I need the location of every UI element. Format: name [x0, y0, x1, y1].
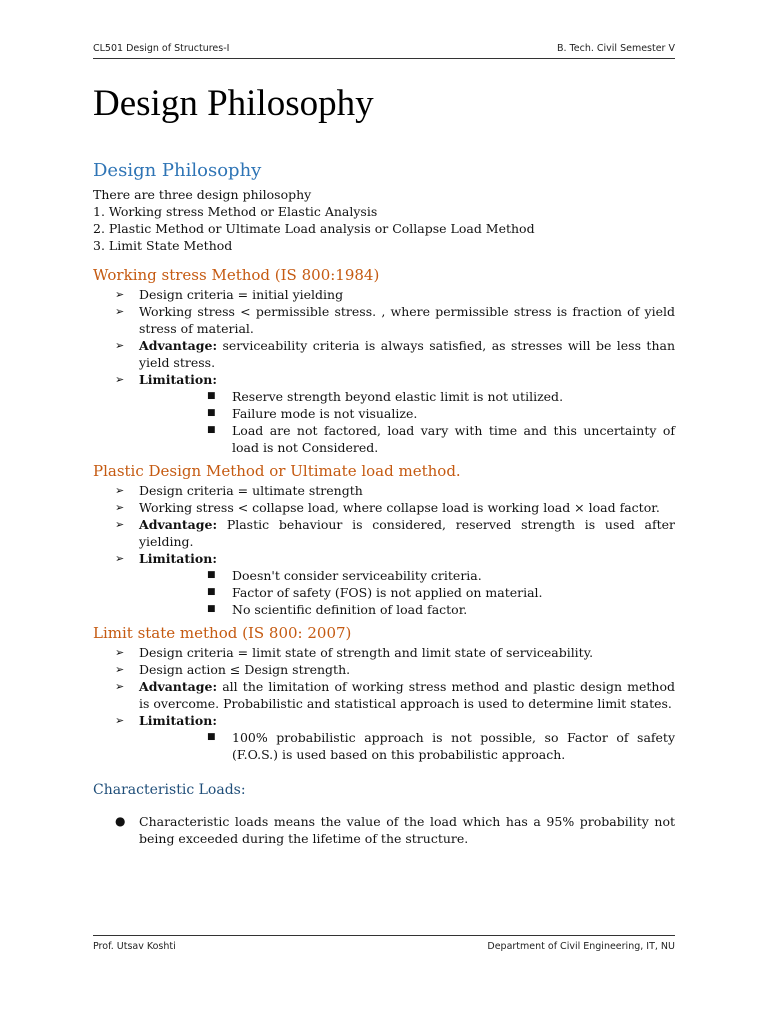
arrow-bullet-icon: ➢	[115, 484, 125, 497]
list-item: ■ Reserve strength beyond elastic limit is not utilized.	[207, 389, 564, 404]
list-item: ➢ Working stress < permissible stress. , where permissible stress is fraction of yield stress of material.	[115, 304, 675, 336]
lsm-limitations	[93, 729, 675, 763]
page-title: Design Philosophy	[93, 83, 374, 124]
arrow-bullet-icon: ➢	[115, 646, 125, 659]
intro-line: 2. Plastic Method or Ultimate Load analysis or Collapse Load Method	[93, 221, 535, 236]
header-divider	[93, 58, 675, 59]
pdm-list	[93, 482, 675, 567]
list-item: ➢ Design action ≤ Design strength.	[115, 662, 351, 677]
wsm-limitations	[93, 388, 675, 456]
list-item: ➢ Design criteria = ultimate strength	[115, 483, 363, 498]
list-item: ■ No scientific definition of load factor.	[207, 602, 468, 617]
course-label: CL501 Design of Structures-I	[93, 43, 230, 54]
arrow-bullet-icon: ➢	[115, 339, 125, 352]
arrow-bullet-icon: ➢	[115, 373, 125, 386]
arrow-bullet-icon: ➢	[115, 305, 125, 318]
semester-label: B. Tech. Civil Semester V	[557, 43, 675, 54]
loads-list	[93, 813, 675, 847]
pdm-limitations	[93, 567, 675, 618]
footer-divider	[93, 935, 675, 936]
list-item: ➢ Design criteria = limit state of strength and limit state of serviceability.	[115, 645, 594, 660]
list-item: ➢ Limitation:	[115, 713, 217, 728]
list-item: ■ Failure mode is not visualize.	[207, 406, 418, 421]
lsm-list	[93, 644, 675, 729]
intro-line: 1. Working stress Method or Elastic Analysis	[93, 204, 378, 219]
pdm-heading: Plastic Design Method or Ultimate load method.	[93, 462, 461, 480]
list-item: ➢ Working stress < collapse load, where collapse load is working load × load factor.	[115, 500, 660, 515]
square-bullet-icon: ■	[207, 425, 216, 435]
lsm-heading: Limit state method (IS 800: 2007)	[93, 624, 352, 642]
author-label: Prof. Utsav Koshti	[93, 941, 176, 952]
department-label: Department of Civil Engineering, IT, NU	[487, 941, 675, 952]
list-item: ■ Load are not factored, load vary with time and this uncertainty of load is not Considered.	[207, 423, 675, 455]
arrow-bullet-icon: ➢	[115, 501, 125, 514]
square-bullet-icon: ■	[207, 408, 216, 418]
intro-line: 3. Limit State Method	[93, 238, 233, 253]
dot-bullet-icon: ●	[115, 814, 126, 828]
arrow-bullet-icon: ➢	[115, 663, 125, 676]
intro-line: There are three design philosophy	[93, 187, 312, 202]
arrow-bullet-icon: ➢	[115, 714, 125, 727]
square-bullet-icon: ■	[207, 604, 216, 614]
list-item: ➢ Limitation:	[115, 372, 217, 387]
wsm-heading: Working stress Method (IS 800:1984)	[93, 266, 380, 284]
square-bullet-icon: ■	[207, 587, 216, 597]
square-bullet-icon: ■	[207, 570, 216, 580]
list-item: ➢ Advantage: serviceability criteria is always satisfied, as stresses will be less than yield stress.	[115, 338, 675, 370]
arrow-bullet-icon: ➢	[115, 518, 125, 531]
list-item: ➢ Advantage: Plastic behaviour is considered, reserved strength is used after yielding.	[115, 517, 675, 549]
list-item: ➢ Design criteria = initial yielding	[115, 287, 344, 302]
page-header	[93, 43, 675, 54]
arrow-bullet-icon: ➢	[115, 680, 125, 693]
wsm-list	[93, 286, 675, 388]
loads-heading: Characteristic Loads:	[93, 782, 246, 798]
list-item: ➢ Advantage: all the limitation of working stress method and plastic design method is overcome. Probabilistic and statistical approach is used to determine limit states.	[115, 679, 675, 711]
arrow-bullet-icon: ➢	[115, 552, 125, 565]
list-item: ● Characteristic loads means the value of the load which has a 95% probability not being exceeded during the lifetime of the structure.	[115, 814, 675, 846]
list-item: ■ Factor of safety (FOS) is not applied on material.	[207, 585, 543, 600]
square-bullet-icon: ■	[207, 732, 216, 742]
square-bullet-icon: ■	[207, 391, 216, 401]
intro-heading: Design Philosophy	[93, 160, 262, 181]
list-item: ➢ Limitation:	[115, 551, 217, 566]
list-item: ■ 100% probabilistic approach is not possible, so Factor of safety (F.O.S.) is used based on this probabilistic approach.	[207, 730, 675, 762]
document-body	[93, 158, 675, 847]
list-item: ■ Doesn't consider serviceability criteria.	[207, 568, 482, 583]
arrow-bullet-icon: ➢	[115, 288, 125, 301]
page-footer	[93, 941, 675, 952]
